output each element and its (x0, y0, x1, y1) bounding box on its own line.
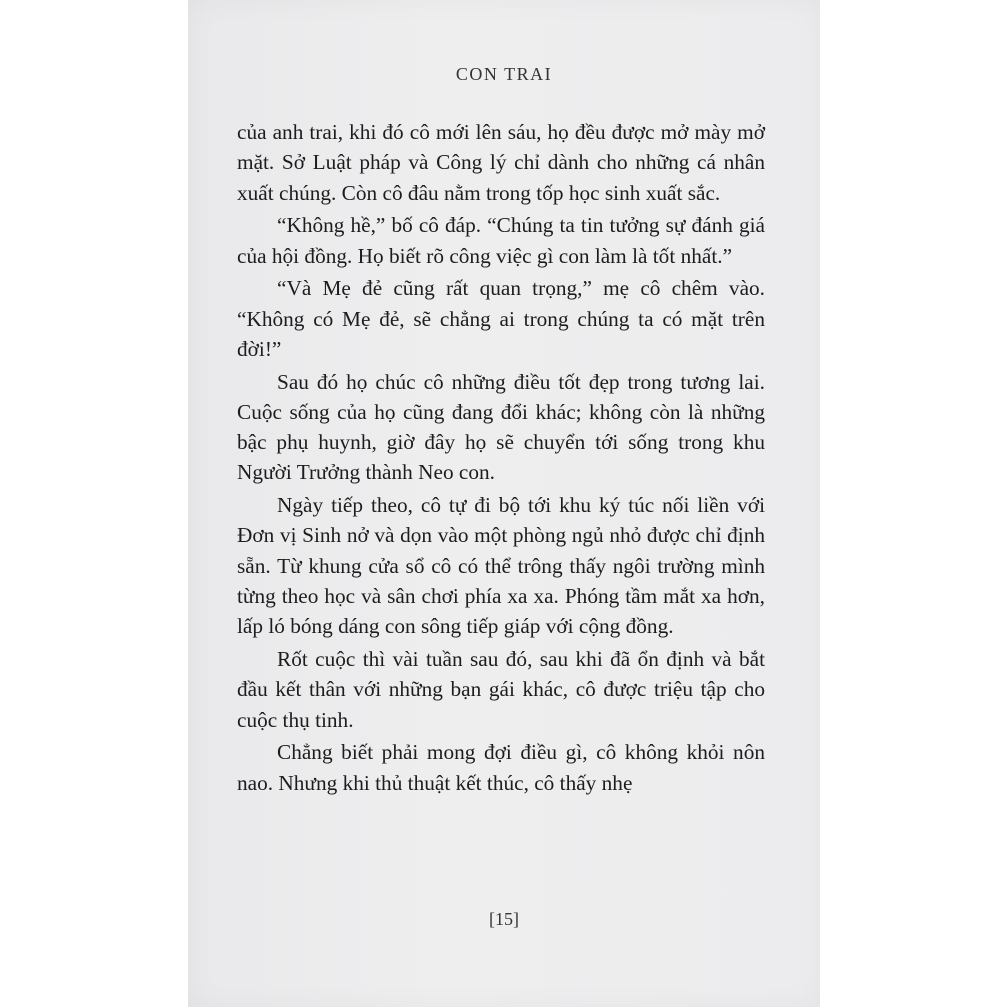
paragraph: “Và Mẹ đẻ cũng rất quan trọng,” mẹ cô chêm vào. “Không có Mẹ đẻ, sẽ chẳng ai trong chúng ta có mặt trên đời!” (237, 276, 765, 361)
paragraph: Ngày tiếp theo, cô tự đi bộ tới khu ký túc nối liền với Đơn vị Sinh nở và dọn vào một phòng ngủ nhỏ được chỉ định sẵn. Từ khung cửa sổ cô có thể trông thấy ngôi trường mình từng theo học và sân chơi phía xa xa. Phóng tầm mắt xa hơn, lấp ló bóng dáng con sông tiếp giáp với cộng đồng. (237, 493, 765, 639)
paragraph: Chẳng biết phải mong đợi điều gì, cô không khỏi nôn nao. Nhưng khi thủ thuật kết thúc, cô thấy nhẹ (237, 740, 765, 795)
paragraph: Sau đó họ chúc cô những điều tốt đẹp trong tương lai. Cuộc sống của họ cũng đang đổi khác; không còn là những bậc phụ huynh, giờ đây họ sẽ chuyển tới sống trong khu Người Trưởng thành Neo con. (237, 369, 765, 485)
running-head: CON TRAI (455, 64, 553, 84)
paragraph: “Không hề,” bố cô đáp. “Chúng ta tin tưởng sự đánh giá của hội đồng. Họ biết rõ công việc gì con làm là tốt nhất.” (237, 213, 765, 268)
book-page (188, 0, 820, 1007)
paragraph: Rốt cuộc thì vài tuần sau đó, sau khi đã ổn định và bắt đầu kết thân với những bạn gái khác, cô được triệu tập cho cuộc thụ tinh. (237, 647, 765, 732)
paragraph: của anh trai, khi đó cô mới lên sáu, họ đều được mở mày mở mặt. Sở Luật pháp và Công lý chỉ dành cho những cá nhân xuất chúng. Còn cô đâu nằm trong tốp học sinh xuất sắc. (237, 120, 765, 205)
body-text (237, 117, 765, 800)
page-number: [15] (489, 909, 519, 929)
